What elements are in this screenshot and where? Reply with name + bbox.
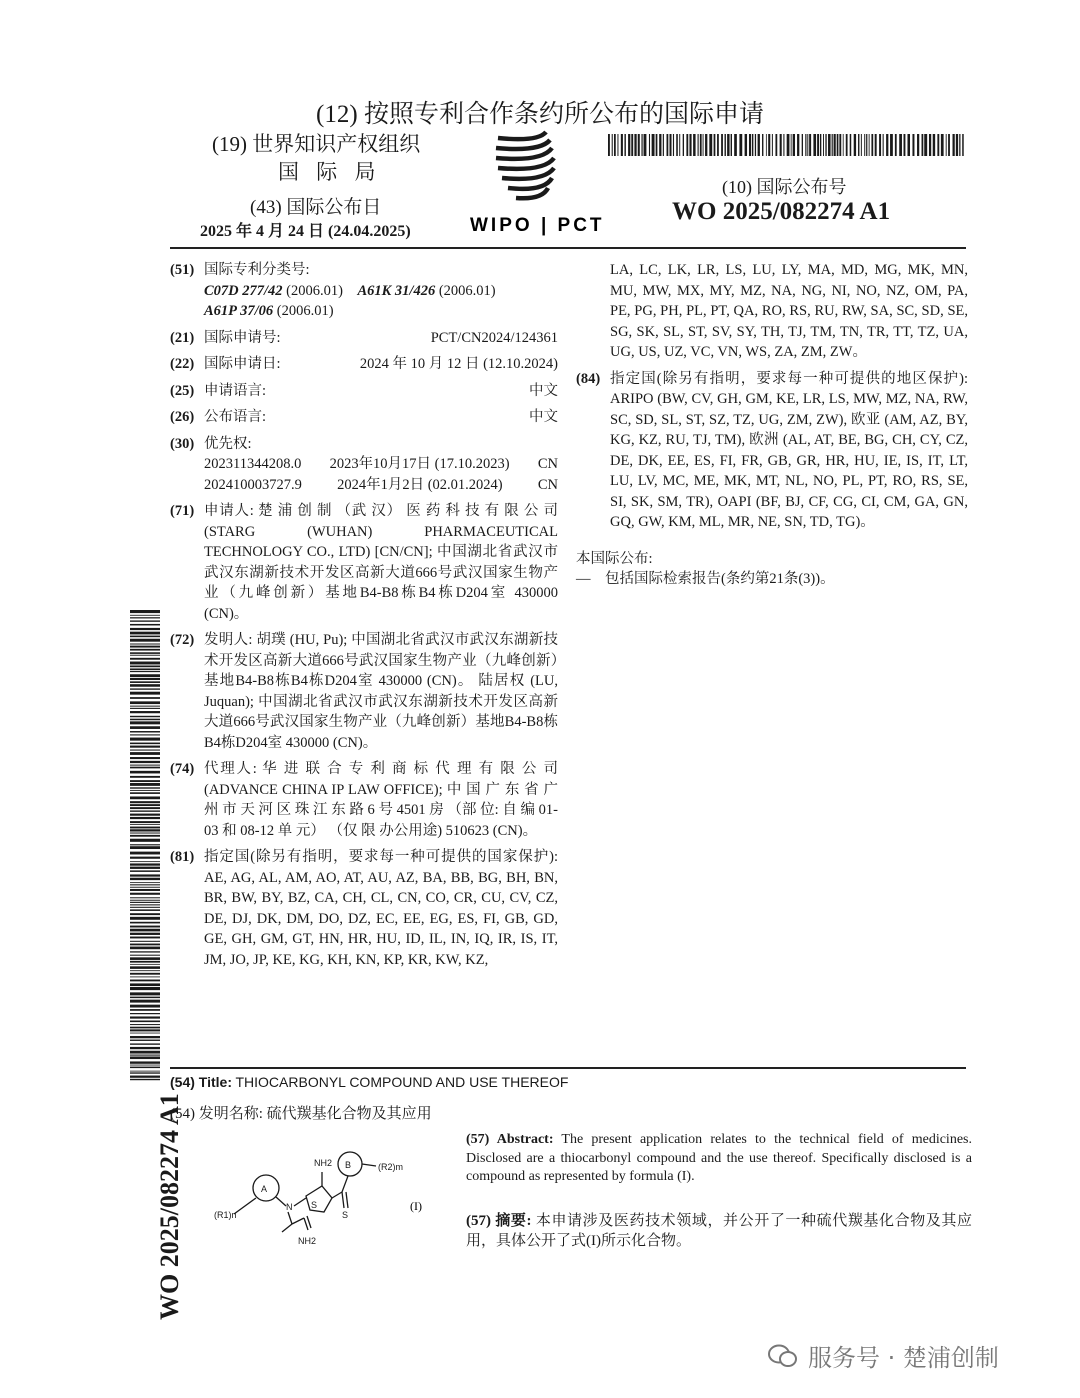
barcode-bar <box>130 783 160 786</box>
barcode-bar <box>907 134 910 156</box>
barcode-bar <box>130 790 160 791</box>
barcode-bar <box>130 658 160 660</box>
barcode-bar <box>813 134 816 156</box>
barcode-bar <box>922 134 924 156</box>
barcode-bar <box>828 134 831 156</box>
barcode-bar <box>875 134 877 156</box>
barcode-bar <box>638 134 640 156</box>
barcode-bar <box>807 134 808 156</box>
barcode-bar <box>130 878 160 880</box>
barcode-bar <box>130 711 160 713</box>
publication-date: 2025 年 4 月 24 日 (24.04.2025) <box>200 223 411 240</box>
barcode-bar <box>130 757 160 759</box>
field-81-designated-states: (81) 指定国(除另有指明，要求每一种可提供的国家保护): AE, AG, AL, AM, AO, AT, AU, AZ, BA, BB, BG, BH, BN, BR, BW, BY, BZ, CA, CH, CL, CN, CO, CR, CU, CV, CZ, DE, DJ, DK, DM, DO, DZ, EC, EE, EG, ES, FI, GB, GD, GE, GH, GM, GT, HN, HR, HU, ID, IL, IN, IQ, IR, IS, IT, JM, JO, JP, KE, KG, KH, KN, KP, KR, KW, KZ, <box>170 849 558 968</box>
barcode-bar <box>130 821 160 823</box>
title-chinese: (54) 发明名称: 硫代羰基化合物及其应用 <box>170 1106 432 1122</box>
barcode-bar <box>917 134 919 156</box>
barcode-bar <box>846 134 848 156</box>
s-ring-label: S <box>311 1200 318 1210</box>
barcode-bar <box>130 1020 160 1022</box>
barcode-side-icon <box>130 610 160 1082</box>
barcode-bar <box>130 678 160 680</box>
barcode-bar <box>130 973 160 975</box>
barcode-bar <box>834 134 836 156</box>
barcode-bar <box>130 1033 160 1034</box>
barcode-bar <box>130 688 160 689</box>
barcode-bar <box>679 134 680 156</box>
barcode-bar <box>866 134 867 156</box>
barcode-bar <box>130 771 160 774</box>
barcode-bar <box>130 882 160 883</box>
barcode-bar <box>861 134 862 156</box>
barcode-bar <box>130 734 160 735</box>
barcode-bar <box>869 134 870 156</box>
barcode-bar <box>130 632 160 635</box>
barcode-bar <box>130 1047 160 1049</box>
barcode-bar <box>130 929 160 932</box>
field-51: (51) 国际专利分类号: C07D 277/42 (2006.01) A61K 31/426 (2006.01) A61P 37/06 (2006.01) <box>170 262 496 319</box>
field-26: (26) 公布语言: 中文 <box>170 409 558 425</box>
barcode-bar <box>854 134 856 156</box>
barcode-bar <box>130 980 160 982</box>
barcode-bar <box>628 134 630 156</box>
barcode-bar <box>890 134 893 156</box>
barcode-bar <box>714 134 716 156</box>
barcode-bar <box>621 134 623 156</box>
barcode-bar <box>644 134 647 156</box>
barcode-bar <box>641 134 642 156</box>
barcode-bar <box>752 134 754 156</box>
barcode-bar <box>948 134 950 156</box>
barcode-bar <box>649 134 650 156</box>
barcode-bar <box>130 1024 160 1025</box>
barcode-bar <box>962 134 963 156</box>
barcode-bar <box>783 134 784 156</box>
barcode-bar <box>698 134 699 156</box>
barcode-bar <box>130 1000 160 1003</box>
barcode-bar <box>130 897 160 898</box>
barcode-bar <box>864 134 865 156</box>
barcode-bar <box>130 941 160 942</box>
published-label: 本国际公布: <box>576 550 653 567</box>
barcode-bar <box>895 134 897 156</box>
barcode-bar <box>130 846 160 849</box>
barcode-bar <box>130 909 160 911</box>
barcode-bar <box>768 134 770 156</box>
barcode-bar <box>130 937 160 939</box>
nh2-bottom-label: NH2 <box>298 1236 317 1246</box>
barcode-bar <box>780 134 782 156</box>
barcode-bar <box>879 134 881 156</box>
barcode-bar <box>130 655 160 656</box>
barcode-bar <box>608 134 610 156</box>
barcode-bar <box>656 134 658 156</box>
barcode-bar <box>130 1071 160 1072</box>
s-thione-label: S <box>342 1210 349 1220</box>
barcode-bar <box>959 134 960 156</box>
barcode-bar <box>130 844 160 845</box>
barcode-bar <box>130 1065 160 1066</box>
barcode-bar <box>717 134 719 156</box>
barcode-bar <box>130 767 160 769</box>
wipo-logo-text: WIPO | PCT <box>470 215 605 236</box>
barcode-bar <box>130 1029 160 1031</box>
barcode-bar <box>130 997 160 999</box>
field-84-regional: (84) 指定国(除另有指明，要求每一种可提供的地区保护): ARIPO (BW, CV, GH, GM, KE, LR, LS, MW, MZ, NA, RW, SC, SD, SL, ST, SZ, TZ, UG, ZM, ZW), 欧亚 (AM, AZ, BY, KG, KZ, RU, TJ, TM), 欧洲 (AL, AT, BE, BG, CH, CY, CZ, DE, DK, EE, ES, FI, FR, GB, GR, HR, HU, IE, IS, IT, LT, LU, LV, MC, ME, MK, MT, NL, NO, PL, PT, RO, RS, SE, SI, SK, SM, TR), OAPI (BF, BJ, CF, CG, CI, CM, GA, GN, GQ, GW, KM, ML, MR, NE, SN, TD, TG)。 <box>576 370 968 530</box>
side-publication-number: WO 2025/082274 A1 <box>155 1093 184 1320</box>
barcode-bar <box>130 829 160 831</box>
field-72-inventors: (72) 发明人: 胡璞 (HU, Pu); 中国湖北省武汉市武汉东湖新技术开发区高新大道666号武汉国家生物产业（九峰创新）基地B4-B8栋B4栋D204室 430000 (CN)。 陆居权 (LU, Juquan); 中国湖北省武汉市武汉东湖新技术开发区高新大道666号武汉国家生物产业（九峰创新）基地B4-B8栋B4栋D204室 430000 (CN)。 <box>170 632 558 751</box>
barcode-bar <box>624 134 625 156</box>
barcode-bar <box>871 134 873 156</box>
barcode-bar <box>130 817 160 819</box>
barcode-bar <box>130 1072 160 1073</box>
wechat-watermark <box>768 1338 999 1373</box>
barcode-bar <box>130 964 160 965</box>
barcode-bar <box>130 649 160 651</box>
barcode-bar <box>749 134 751 156</box>
barcode-bar <box>130 907 160 908</box>
barcode-bar <box>130 987 160 990</box>
barcode-bar <box>837 134 839 156</box>
barcode-bar <box>686 134 688 156</box>
barcode-bar <box>130 1061 160 1063</box>
barcode-bar <box>130 951 160 952</box>
published-item: — 包括国际检索报告(条约第21条(3))。 <box>576 571 835 587</box>
barcode-bar <box>745 134 747 156</box>
barcode-bar <box>886 134 888 156</box>
barcode-bar <box>130 620 160 621</box>
barcode-bar <box>912 134 914 156</box>
chemical-formula-diagram <box>210 1146 450 1256</box>
barcode-bar <box>709 134 712 156</box>
barcode-bar <box>130 893 160 895</box>
barcode-bar <box>953 134 955 156</box>
barcode-bar <box>130 913 160 915</box>
barcode-bar <box>130 1016 160 1018</box>
barcode-bar <box>130 681 160 683</box>
barcode-bar <box>772 134 773 156</box>
barcode-bar <box>130 738 160 741</box>
barcode-bar <box>731 134 732 156</box>
barcode-bar <box>130 662 160 665</box>
barcode-bar <box>130 684 160 687</box>
barcode-bar <box>652 134 655 156</box>
barcode-bar <box>130 814 160 816</box>
barcode-bar <box>130 792 160 794</box>
barcode-bar <box>130 1055 160 1056</box>
barcode-bar <box>130 887 160 888</box>
barcode-bar <box>130 731 160 732</box>
field-30: (30) 优先权: 202311344208.0 2023年10月17日 (17.10.2023) CN 202410003727.9 2024年1月2日 (02.01.2024) CN <box>170 434 558 496</box>
barcode-bar <box>130 810 160 811</box>
barcode-bar <box>631 134 633 156</box>
barcode-bar <box>823 134 824 156</box>
barcode-bar <box>130 833 160 834</box>
barcode-bar <box>793 134 795 156</box>
barcode-bar <box>130 933 160 935</box>
barcode-bar <box>130 926 160 928</box>
n-atom-label: N <box>286 1202 293 1212</box>
barcode-bar <box>130 787 160 788</box>
barcode-bar <box>130 639 160 642</box>
barcode-bar <box>130 983 160 986</box>
org-line-1: (19) 世界知识产权组织 <box>212 132 421 156</box>
barcode-bar <box>130 884 160 885</box>
r2-label: (R2)m <box>378 1162 403 1172</box>
title-english: (54) Title: THIOCARBONYL COMPOUND AND USE THEREOF <box>170 1074 569 1090</box>
barcode-bar <box>130 796 160 799</box>
barcode-bar <box>130 776 160 778</box>
barcode-bar <box>667 134 669 156</box>
barcode-bar <box>956 134 958 156</box>
barcode-bar <box>130 636 160 638</box>
barcode-bar <box>839 134 841 156</box>
publication-date-label: (43) 国际公布日 <box>250 197 382 218</box>
header-divider <box>170 247 966 249</box>
barcode-bar <box>130 716 160 717</box>
barcode-bar <box>130 801 160 803</box>
barcode-bar <box>130 889 160 891</box>
barcode-bar <box>130 674 160 677</box>
barcode-bar <box>130 861 160 862</box>
barcode-bar <box>130 746 160 748</box>
barcode-bar <box>130 857 160 859</box>
barcode-bar <box>787 134 790 156</box>
document-title: (12) 按照专利合作条约所公布的国际申请 <box>316 101 764 128</box>
barcode-bar <box>130 944 160 946</box>
barcode-bar <box>946 134 947 156</box>
barcode-bar <box>130 644 160 645</box>
barcode-bar <box>937 134 939 156</box>
barcode-bar <box>130 617 160 618</box>
barcode-bar <box>805 134 806 156</box>
barcode-bar <box>693 134 695 156</box>
ring-a-label: A <box>261 1184 268 1194</box>
publication-number: WO 2025/082274 A1 <box>672 198 891 225</box>
barcode-bar <box>797 134 799 156</box>
barcode-bar <box>705 134 707 156</box>
barcode-bar <box>130 719 160 721</box>
barcode-bar <box>130 807 160 809</box>
barcode-bar <box>673 134 674 156</box>
barcode-bar <box>130 867 160 869</box>
barcode-bar <box>802 134 803 156</box>
thiazole-ring <box>306 1186 332 1212</box>
barcode-bar <box>130 652 160 654</box>
barcode-bar <box>130 1051 160 1054</box>
barcode-bar <box>727 134 729 156</box>
barcode-bar <box>762 134 763 156</box>
r1-label: (R1)n <box>214 1210 237 1220</box>
barcode-bar <box>130 671 160 672</box>
barcode-bar <box>130 824 160 825</box>
barcode-bar <box>130 668 160 670</box>
barcode-bar <box>130 750 160 751</box>
priority-row: 202410003727.9 2024年1月2日 (02.01.2024) CN <box>204 476 558 493</box>
barcode-bar <box>924 134 927 156</box>
barcode-bar <box>130 1079 160 1080</box>
barcode-bar <box>130 922 160 924</box>
publication-number-label: (10) 国际公布号 <box>722 177 847 197</box>
barcode-bar <box>614 134 616 156</box>
ring-b-label: B <box>345 1160 352 1170</box>
barcode-bar <box>775 134 777 156</box>
barcode-bar <box>612 134 613 156</box>
barcode-bar <box>130 917 160 920</box>
barcode-bar <box>721 134 723 156</box>
organization-name <box>212 130 420 186</box>
barcode-bar <box>766 134 767 156</box>
barcode-bar <box>130 827 160 829</box>
barcode-bar <box>703 134 704 156</box>
barcode-bar <box>130 1036 160 1038</box>
barcode-bar <box>130 955 160 956</box>
barcode-bar <box>130 835 160 837</box>
barcode-bar <box>130 721 160 724</box>
barcode-bar <box>130 743 160 745</box>
barcode-bar <box>676 134 678 156</box>
barcode-bar <box>130 900 160 901</box>
barcode-bar <box>130 1043 160 1044</box>
barcode-bar <box>130 1013 160 1014</box>
barcode-bar <box>820 134 821 156</box>
barcode-bar <box>933 134 935 156</box>
abstract-chinese: (57) 摘要: 本申请涉及医药技术领域，并公开了一种硫代羰基化合物及其应用，具体公开了式(I)所示化合物。 <box>466 1213 972 1249</box>
wipo-logo-icon <box>468 128 618 238</box>
barcode-bar <box>130 852 160 855</box>
barcode-bar <box>130 970 160 971</box>
barcode-bar <box>130 961 160 963</box>
barcode-bar <box>899 134 902 156</box>
field-21: (21) 国际申请号: PCT/CN2024/124361 <box>170 329 558 346</box>
barcode-bar <box>858 134 859 156</box>
watermark-text: 服务号 · 楚浦创制 <box>808 1344 999 1372</box>
barcode-bar <box>809 134 811 156</box>
abstract-english: (57) Abstract: The present application relates to the technical field of medicines. Disclosed are a thiocarbonyl compound and the use thereof. Specifically disclosed is a compound as represented by formula (I). <box>466 1132 972 1184</box>
barcode-bar <box>791 134 792 156</box>
barcode-bar <box>130 780 160 782</box>
barcode-bar <box>130 708 160 709</box>
barcode-bar <box>850 134 852 156</box>
barcode-bar <box>130 752 160 755</box>
barcode-bar <box>130 904 160 905</box>
barcode-bar <box>130 957 160 960</box>
barcode-bar <box>663 134 664 156</box>
barcode-bar <box>130 665 160 667</box>
barcode-bar <box>843 134 844 156</box>
barcode-bar <box>683 134 684 156</box>
nh2-top-label: NH2 <box>314 1158 333 1168</box>
wechat-icon <box>768 1343 798 1369</box>
barcode-bar <box>130 761 160 763</box>
barcode-bar <box>758 134 760 156</box>
org-line-2: 国 际 局 <box>278 160 382 184</box>
barcode-bar <box>130 610 160 613</box>
barcode-bar <box>659 134 661 156</box>
barcode-bar <box>941 134 944 156</box>
barcode-bar <box>725 134 726 156</box>
barcode-bar <box>130 804 160 806</box>
field-71-applicant: (71) 申请人: 楚 浦 创 制 （武 汉） 医 药 科 技 有 限 公 司 (STARG (WUHAN) PHARMACEUTICAL TECHNOLOGY CO., LTD) [CN/CN]; 中国湖北省武汉市武汉东湖新技术开发区高新大道666号武汉国家生物产业（九峰创新）基地B4-B8栋B4栋D204室 430000 (CN)。 <box>170 503 558 622</box>
barcode-bar <box>130 706 160 707</box>
barcode-bar <box>130 1027 160 1029</box>
barcode-bar <box>130 902 160 903</box>
barcode-bar <box>739 134 742 156</box>
barcode-bar <box>130 976 160 977</box>
barcode-bar <box>130 839 160 842</box>
field-81-continued: LA, LC, LK, LR, LS, LU, LY, MA, MD, MG, MK, MN, MU, MW, MX, MY, MZ, NA, NG, NI, NO, NZ, OM, PA, PE, PG, PH, PL, PT, QA, RO, RS, RU, RW, SA, SC, SD, SE, SG, SK, SL, ST, SV, SY, TH, TJ, TM, TN, TR, TT, TZ, UA, UG, US, UZ, VC, VN, WS, ZA, ZM, ZW。 <box>610 262 968 360</box>
barcode-bar <box>130 1067 160 1069</box>
barcode-bar <box>130 628 160 630</box>
barcode-bar <box>130 874 160 876</box>
priority-row: 202311344208.0 2023年10月17日 (17.10.2023) CN <box>204 456 558 472</box>
barcode-bar <box>130 992 160 995</box>
barcode-bar <box>670 134 672 156</box>
barcode-bar <box>130 697 160 699</box>
barcode-bar <box>130 1005 160 1008</box>
barcode-bar <box>130 1040 160 1041</box>
barcode-bar <box>904 134 906 156</box>
barcode-bar <box>929 134 931 156</box>
barcode-bar <box>130 765 160 766</box>
barcode-bar <box>755 134 756 156</box>
field-25: (25) 申请语言: 中文 <box>170 382 558 399</box>
barcode-bar <box>617 134 618 156</box>
barcode-bar <box>817 134 819 156</box>
barcode-bar <box>130 1009 160 1011</box>
bottom-divider <box>170 1067 966 1069</box>
barcode-bar <box>700 134 702 156</box>
barcode-bar <box>130 646 160 648</box>
barcode-bar <box>130 615 160 616</box>
barcode-bar <box>130 624 160 626</box>
formula-label: (I) <box>410 1199 422 1213</box>
field-22: (22) 国际申请日: 2024 年 10 月 12 日 (12.10.2024) <box>170 356 558 372</box>
barcode-bar <box>832 134 833 156</box>
barcode-bar <box>130 966 160 969</box>
bibliographic-left-column <box>170 260 558 976</box>
barcode-bar <box>825 134 826 156</box>
barcode-bar <box>130 863 160 865</box>
barcode-bar <box>130 692 160 695</box>
barcode-bar <box>130 701 160 704</box>
barcode-bar <box>130 870 160 872</box>
barcode-bar <box>130 726 160 729</box>
barcode-bar <box>130 947 160 950</box>
barcode-bar <box>130 1076 160 1078</box>
barcode-bar <box>634 134 636 156</box>
bibliographic-right-column <box>576 260 968 590</box>
barcode-bar <box>883 134 884 156</box>
barcode-top-icon <box>608 134 966 156</box>
barcode-bar <box>689 134 691 156</box>
field-74-agent: (74) 代理人: 华 进 联 合 专 利 商 标 代 理 有 限 公 司 (ADVANCE CHINA IP LAW OFFICE); 中 国 广 东 省 广 州 市 天 河 区 珠 江 东 路 6 号 4501 房 （部 位: 自 编 01-03 和 08-12 单 元） （仅 限 办公用途) 510623 (CN)。 <box>170 761 558 839</box>
barcode-bar <box>130 1056 160 1059</box>
barcode-bar <box>734 134 737 156</box>
